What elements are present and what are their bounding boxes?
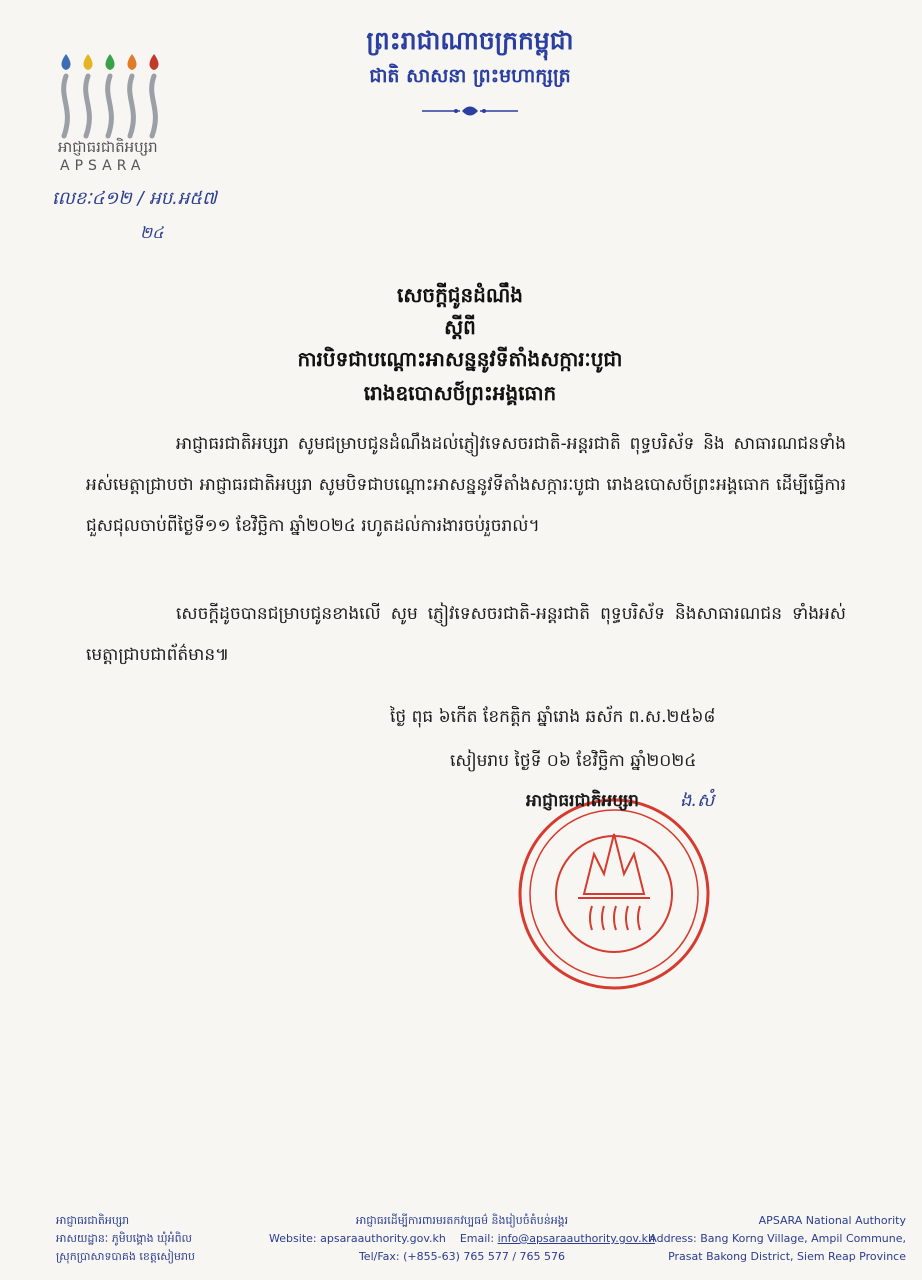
logo-drop-icon [150, 54, 159, 70]
footer-phone: Tel/Fax: (+855-63) 765 577 / 765 576 [358, 1250, 566, 1263]
body-paragraph-1: អាជ្ញាធរជាតិអប្សរា សូមជម្រាបជូនដំណឹងដល់ភ្ញៀវទេសចរជាតិ-អន្តរជាតិ ពុទ្ធបរិស័ទ និង សាធារណជនទាំងអស់មេត្តាជ្រាបថា អាជ្ញាធរជាតិអប្សរា សូមបិទជាបណ្តោះអាសន្ននូវទីតាំងសក្ការៈបូជា រោងឧបោសថ៍ព្រះអង្គធោក ដើម្បីធ្វើការជួសជុលចាប់ពីថ្ងៃទី១១ ខែវិច្ឆិកា ឆ្នាំ២០២៤ រហូតដល់ការងារចប់រួចរាល់។ [86, 434, 846, 536]
logo-khmer-name: អាជ្ញាធរជាតិអប្សរា [58, 138, 158, 156]
national-motto: ជាតិ សាសនា ព្រះមហាក្សត្រ [369, 65, 571, 87]
kingdom-heading: ព្រះរាជាណាចក្រកម្ពុជា [366, 26, 574, 55]
official-seal [514, 794, 714, 994]
footer-middle [252, 1212, 672, 1266]
footer-mission-kh: អាជ្ញាធរដើម្បីការពារមរតកវប្បធម៌ និងរៀបចំតំបន់អង្គរ [355, 1214, 569, 1227]
website-label: Website: [269, 1232, 317, 1245]
website-link[interactable]: apsaraauthority.gov.kh [320, 1232, 446, 1245]
footer-org-kh: អាជ្ញាធរជាតិអប្សរា [56, 1214, 130, 1227]
body-paragraph-2: សេចក្តីដូចបានជម្រាបជូនខាងលើ សូម ភ្ញៀវទេសចរជាតិ-អន្តរជាតិ ពុទ្ធបរិស័ទ និងសាធារណជន ទាំងអស់មេត្តាជ្រាបជាព័ត៌មាន៕ [86, 604, 846, 665]
signer-name: អាជ្ញាធរជាតិអប្សរា [526, 791, 639, 811]
logo-drop-icon [62, 54, 71, 70]
footer-left [56, 1212, 256, 1266]
footer-address-en-1: Address: Bang Korng Village, Ampil Commune, [649, 1232, 906, 1245]
notice-title: សេចក្តីជូនដំណឹង [397, 283, 523, 307]
logo-drop-icon [84, 54, 93, 70]
logo-drop-icon [106, 54, 115, 70]
reference-number: លេខៈ៤១២ / អប.អ៥៧ [52, 188, 217, 209]
footer-address-en-2: Prasat Bakong District, Siem Reap Province [668, 1250, 906, 1263]
notice-location: រោងឧបោសថ៍ព្រះអង្គធោក [363, 381, 557, 405]
email-label: Email: [459, 1232, 495, 1245]
ornament-divider [420, 102, 520, 120]
notice-subject: ការបិទជាបណ្តោះអាសន្ននូវទីតាំងសក្ការៈបូជា [297, 347, 623, 371]
email-link[interactable]: info@apsaraauthority.gov.kh [497, 1232, 655, 1245]
lunar-date: ថ្ងៃ ពុធ ៦កើត ខែកត្តិក ឆ្នាំរោង ឆស័ក ព.ស.២៥៦៨ [390, 707, 716, 727]
handwritten-initials: ង.សំ [680, 790, 715, 811]
notice-about: ស្តីពី [444, 315, 476, 339]
footer-contact-line [252, 1230, 672, 1248]
logo-drop-icon [128, 54, 137, 70]
footer-right [612, 1212, 906, 1266]
solar-date: សៀមរាប ថ្ងៃទី ០៦ ខែវិច្ឆិកា ឆ្នាំ២០២៤ [450, 751, 697, 771]
reference-subnumber: ២៤ [140, 223, 164, 242]
footer-org-en: APSARA National Authority [758, 1214, 906, 1227]
footer-address-kh-1: អាសយដ្ឋានៈ ភូមិបង្គោង ឃុំអំពិល [56, 1232, 193, 1245]
footer-address-kh-2: ស្រុកប្រាសាទបាគង ខេត្តសៀមរាប [56, 1250, 196, 1263]
logo-english-name: APSARA [60, 158, 146, 174]
